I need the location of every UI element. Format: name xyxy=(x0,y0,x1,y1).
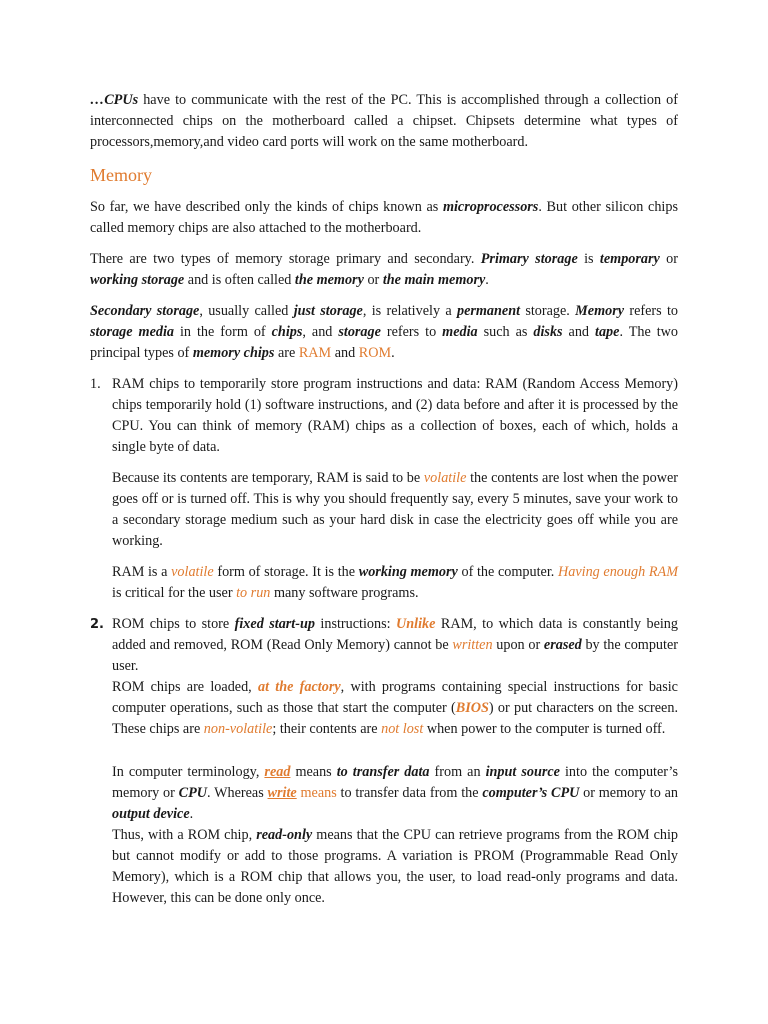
ram-description: RAM chips to temporarily store program instructions and data: RAM (Random Access Memory) chips temporarily hold (1) software instructions, and (2) data before and after it is processed by the CPU. You can think of memory (RAM) chips as a collection of boxes, each of which, holds a single byte of data. xyxy=(112,376,678,455)
ram-working-memory-paragraph: RAM is a volatile form of storage. It is the working memory of the computer. Having enough RAM is critical for the user to run many software programs. xyxy=(112,564,679,601)
microprocessors-paragraph: So far, we have described only the kinds of chips known as microprocessors. But other silicon chips called memory chips are also attached to the motherboard. xyxy=(90,199,678,236)
intro-cpus-term: …CPUs xyxy=(90,92,139,108)
ram-term: RAM xyxy=(298,345,332,361)
read-write-paragraph: In computer terminology, read means to transfer data from an input source into the computer’s memory or CPU. Whereas write means to transfer data from the computer’s CPU or memory to an output device. xyxy=(112,764,679,822)
rom-term: ROM xyxy=(358,345,392,361)
read-only-paragraph: Thus, with a ROM chip, read-only means that the CPU can retrieve programs from the ROM chip but cannot modify or add to those programs. A variation is PROM (Programmable Read Only Memory), which is a ROM chip that allows you, the user, to load read-only programs and data. However, this can be done only once. xyxy=(112,827,678,906)
list-item-rom xyxy=(90,614,678,909)
list-number: 1. xyxy=(90,376,101,392)
intro-paragraph xyxy=(90,90,678,153)
secondary-storage-paragraph: Secondary storage, usually called just storage, is relatively a permanent storage. Memory refers to storage media in the form of chips, and storage refers to media such as disks and tape. The two principal types of memory chips are RAM and ROM. xyxy=(90,303,679,361)
rom-factory-paragraph: ROM chips are loaded, at the factory, with programs containing special instructions for basic computer operations, such as those that start the computer (BIOS) or put characters on the screen. These chips are non-volatile; their contents are not lost when power to the computer is turned off. xyxy=(112,679,678,737)
list-number: 2. xyxy=(90,617,104,632)
memory-heading: Memory xyxy=(90,165,152,185)
list-item-ram xyxy=(90,374,678,604)
rom-description: ROM chips to store fixed start-up instructions: Unlike RAM, to which data is constantly being added and removed, ROM (Read Only Memory) cannot be written upon or erased by the computer user. xyxy=(112,616,678,674)
storage-types-paragraph: There are two types of memory storage primary and secondary. Primary storage is temporary or working storage and is often called the memory or the main memory. xyxy=(90,251,678,288)
intro-text: have to communicate with the rest of the PC. This is accomplished through a collection of interconnected chips on the motherboard called a chipset. Chipsets determine what types of processors,memory,and video card ports will work on the same motherboard. xyxy=(90,92,678,150)
ram-volatile-paragraph: Because its contents are temporary, RAM is said to be volatile the contents are lost when the power goes off or is turned off. This is why you should frequently say, every 5 minutes, save your work to a secondary storage medium such as your hard disk in case the electricity goes off while you are working. xyxy=(112,470,679,549)
memory-types-list xyxy=(90,374,678,909)
